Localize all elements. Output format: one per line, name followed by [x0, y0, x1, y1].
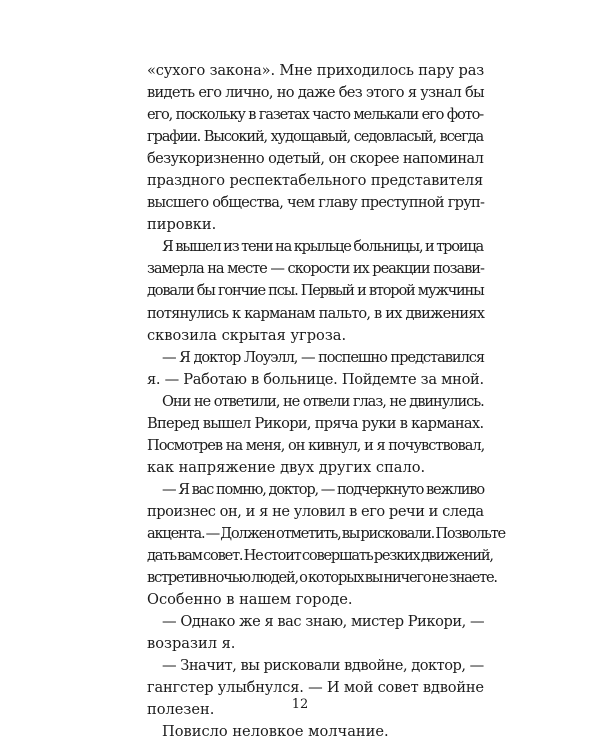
text-line: «сухого закона». Мне приходилось пару раз — [147, 62, 485, 79]
text-line: — Однако же я вас знаю, мистер Рикори, — — [162, 613, 485, 631]
text-line: Они не ответили, не отвели глаз, не двинулись. — [162, 392, 484, 410]
text-line: высшего общества, чем главу преступной груп- — [147, 194, 485, 212]
text-line: — Я доктор Лоуэлл, — поспешно представился — [162, 348, 485, 366]
text-line: Вперед вышел Рикори, пряча руки в карманах. — [147, 414, 484, 432]
text-line: безукоризненно одетый, он скорее напоминал — [147, 150, 484, 168]
text-line: сквозила скрытая угроза. — [147, 326, 347, 344]
text-line: потянулись к карманам пальто, в их движениях — [147, 304, 485, 322]
text-line: — Я вас помню, доктор, — подчеркнуто вежливо — [162, 480, 484, 498]
text-line: дать вам совет. Не стоит совершать резких движений, — [147, 547, 493, 565]
page-number: 12 — [291, 697, 309, 712]
text-line: видеть его лично, но даже без этого я узнал бы — [147, 84, 484, 102]
text-line: гангстер улыбнулся. — И мой совет вдвойне — [147, 679, 484, 697]
text-line: Повисло неловкое молчание. — [162, 723, 389, 741]
text-line: акцента. — Должен отметить, вы рисковали. Позвольте — [147, 524, 505, 542]
text-line: произнес он, и я не уловил в его речи и следа — [147, 502, 484, 520]
text-line: возразил я. — [147, 635, 236, 653]
text-line: графии. Высокий, худощавый, седовласый, всегда — [147, 128, 483, 146]
text-line: как напряжение двух других спало. — [147, 458, 426, 476]
body-text — [147, 60, 505, 743]
text-line: пировки. — [147, 216, 217, 234]
text-line: — Значит, вы рисковали вдвойне, доктор, — — [162, 657, 484, 675]
text-line: Особенно в нашем городе. — [147, 591, 353, 609]
text-line: Я вышел из тени на крыльце больницы, и троица — [162, 238, 484, 256]
text-line: праздного респектабельного представителя — [147, 172, 483, 190]
text-line: Посмотрев на меня, он кивнул, и я почувствовал, — [147, 436, 485, 454]
text-line: его, поскольку в газетах часто мелькали его фото- — [147, 106, 483, 124]
text-line: я. — Работаю в больнице. Пойдемте за мной. — [147, 370, 484, 388]
text-line: полезен. — [147, 701, 215, 719]
text-line: замерла на месте — скорости их реакции позави- — [147, 260, 484, 278]
text-line: встретив ночью людей, о которых вы ничего не знаете. — [147, 569, 497, 587]
text-line: довали бы гончие псы. Первый и второй мужчины — [147, 282, 484, 300]
